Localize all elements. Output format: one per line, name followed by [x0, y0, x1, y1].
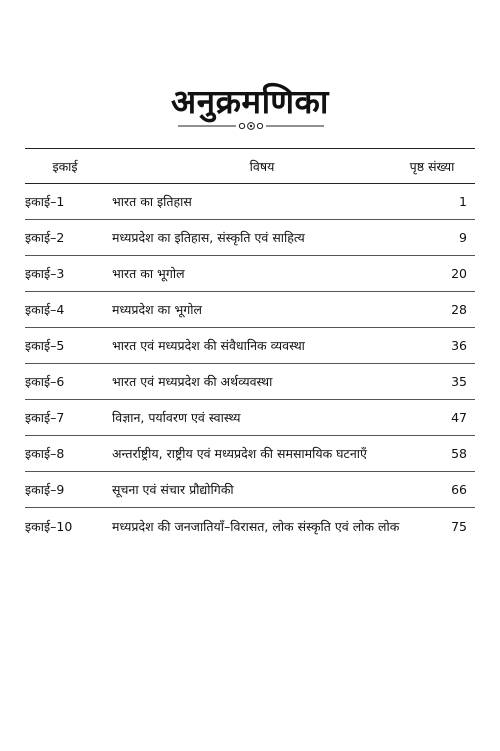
row-page-number: 1	[459, 194, 467, 209]
row-subject: मध्यप्रदेश की जनजातियाँ–विरासत, लोक संस्कृति एवं लोक लोक	[112, 518, 400, 534]
row-page-number: 9	[459, 230, 467, 245]
row-subject: अन्तर्राष्ट्रीय, राष्ट्रीय एवं मध्यप्रदेश की समसामयिक घटनाएँ	[112, 446, 367, 461]
row-subject: विज्ञान, पर्यावरण एवं स्वास्थ्य	[112, 410, 241, 425]
row-page-number: 47	[451, 410, 467, 425]
row-page-number: 66	[451, 482, 467, 497]
table-header-row	[25, 148, 475, 184]
row-subject: भारत का भूगोल	[112, 266, 185, 281]
row-unit: इकाई–6	[25, 374, 65, 389]
row-page-number: 75	[451, 518, 467, 534]
row-subject: मध्यप्रदेश का इतिहास, संस्कृति एवं साहित्य	[112, 230, 305, 245]
row-subject: भारत एवं मध्यप्रदेश की अर्थव्यवस्था	[112, 374, 273, 389]
row-page-number: 20	[451, 266, 467, 281]
row-page-number: 36	[451, 338, 467, 353]
row-unit: इकाई–3	[25, 266, 65, 281]
header-subject: विषय	[249, 158, 275, 174]
table-row	[25, 220, 475, 256]
table-row	[25, 436, 475, 472]
title-ornament-divider	[178, 120, 324, 132]
table-row	[25, 292, 475, 328]
row-unit: इकाई–10	[25, 518, 73, 534]
row-subject: सूचना एवं संचार प्रौद्योगिकी	[112, 482, 234, 497]
table-row	[25, 256, 475, 292]
row-page-number: 58	[451, 446, 467, 461]
row-unit: इकाई–1	[25, 194, 65, 209]
header-unit: इकाई	[52, 158, 78, 174]
row-page-number: 35	[451, 374, 467, 389]
row-subject: भारत का इतिहास	[112, 194, 192, 209]
table-row	[25, 364, 475, 400]
row-subject: मध्यप्रदेश का भूगोल	[112, 302, 202, 317]
row-unit: इकाई–8	[25, 446, 65, 461]
table-row	[25, 328, 475, 364]
header-page: पृष्ठ संख्या	[409, 158, 455, 174]
table-row	[25, 472, 475, 508]
row-subject: भारत एवं मध्यप्रदेश की संवैधानिक व्यवस्था	[112, 338, 305, 353]
page-title: अनुक्रमणिका	[171, 82, 329, 121]
row-unit: इकाई–5	[25, 338, 65, 353]
table-of-contents	[25, 148, 475, 534]
table-row	[25, 184, 475, 220]
row-unit: इकाई–9	[25, 482, 65, 497]
row-unit: इकाई–7	[25, 410, 65, 425]
table-row	[25, 400, 475, 436]
table-row	[25, 508, 475, 544]
row-unit: इकाई–2	[25, 230, 65, 245]
row-page-number: 28	[451, 302, 467, 317]
row-unit: इकाई–4	[25, 302, 65, 317]
